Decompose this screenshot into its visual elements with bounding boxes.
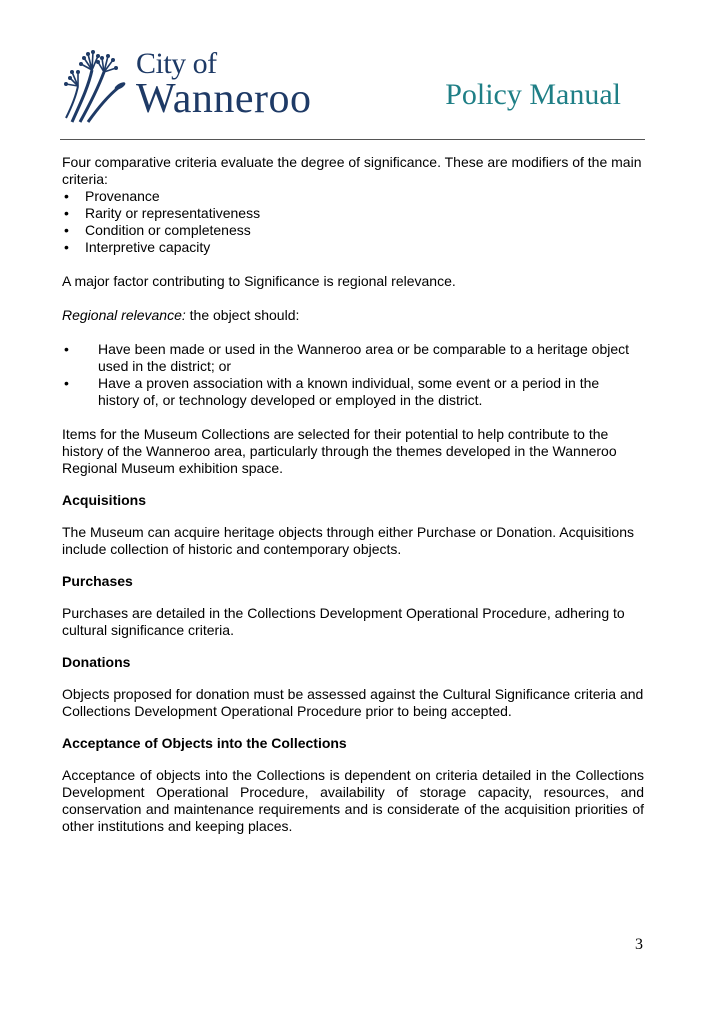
regional-relevance-label: Regional relevance: (62, 307, 186, 323)
intro-paragraph: Four comparative criteria evaluate the degree of significance. These are modifiers of the main criteria: (62, 154, 642, 187)
acquisitions-heading: Acquisitions (62, 492, 147, 508)
acceptance-paragraph: Acceptance of objects into the Collections is dependent on criteria detailed in the Collections Development Operational Procedure, availability of storage capacity, resources, and conservation and maintenance requirements and is considerate of the acquisition priorities of other institutions and keeping places. (62, 767, 644, 834)
list-item: • Have been made or used in the Wanneroo area or be comparable to a heritage object used in the district; or (62, 341, 644, 375)
logo-text-city-of: City of (136, 47, 217, 80)
purchases-heading: Purchases (62, 573, 133, 589)
regional-relevance-text: the object should: (185, 307, 300, 323)
donations-heading: Donations (62, 654, 131, 670)
purchases-paragraph: Purchases are detailed in the Collections Development Operational Procedure, adhering to cultural significance criteria. (62, 605, 625, 638)
acceptance-heading: Acceptance of Objects into the Collections (62, 735, 347, 751)
donations-paragraph: Objects proposed for donation must be assessed against the Cultural Significance criteria and Collections Development Operational Procedure prior to being accepted. (62, 686, 644, 719)
header-divider (60, 139, 645, 140)
page-header (0, 0, 705, 140)
major-factor-paragraph: A major factor contributing to Significance is regional relevance. (62, 273, 456, 289)
list-item: • Rarity or representativeness (62, 205, 644, 222)
page-number: 3 (635, 936, 643, 953)
criteria-list (62, 188, 644, 256)
document-body (62, 154, 644, 835)
kangaroo-paw-icon (62, 46, 142, 124)
list-item: • Have a proven association with a known individual, some event or a period in the history of, or technology developed or employed in the district. (62, 375, 644, 409)
list-item: • Condition or completeness (62, 222, 644, 239)
regional-relevance-list (62, 341, 644, 409)
list-item: • Provenance (62, 188, 644, 205)
city-of-wanneroo-logo (62, 46, 332, 126)
regional-relevance-paragraph (62, 307, 644, 324)
items-paragraph: Items for the Museum Collections are selected for their potential to help contribute to the history of the Wanneroo area, particularly through the themes developed in the Wanneroo Regional Museum exhibition space. (62, 426, 617, 476)
acquisitions-paragraph: The Museum can acquire heritage objects through either Purchase or Donation. Acquisitions include collection of historic and contemporary objects. (62, 524, 634, 557)
list-item: • Interpretive capacity (62, 239, 644, 256)
logo-text-wanneroo: Wanneroo (136, 76, 312, 122)
policy-manual-title: Policy Manual (445, 78, 621, 111)
